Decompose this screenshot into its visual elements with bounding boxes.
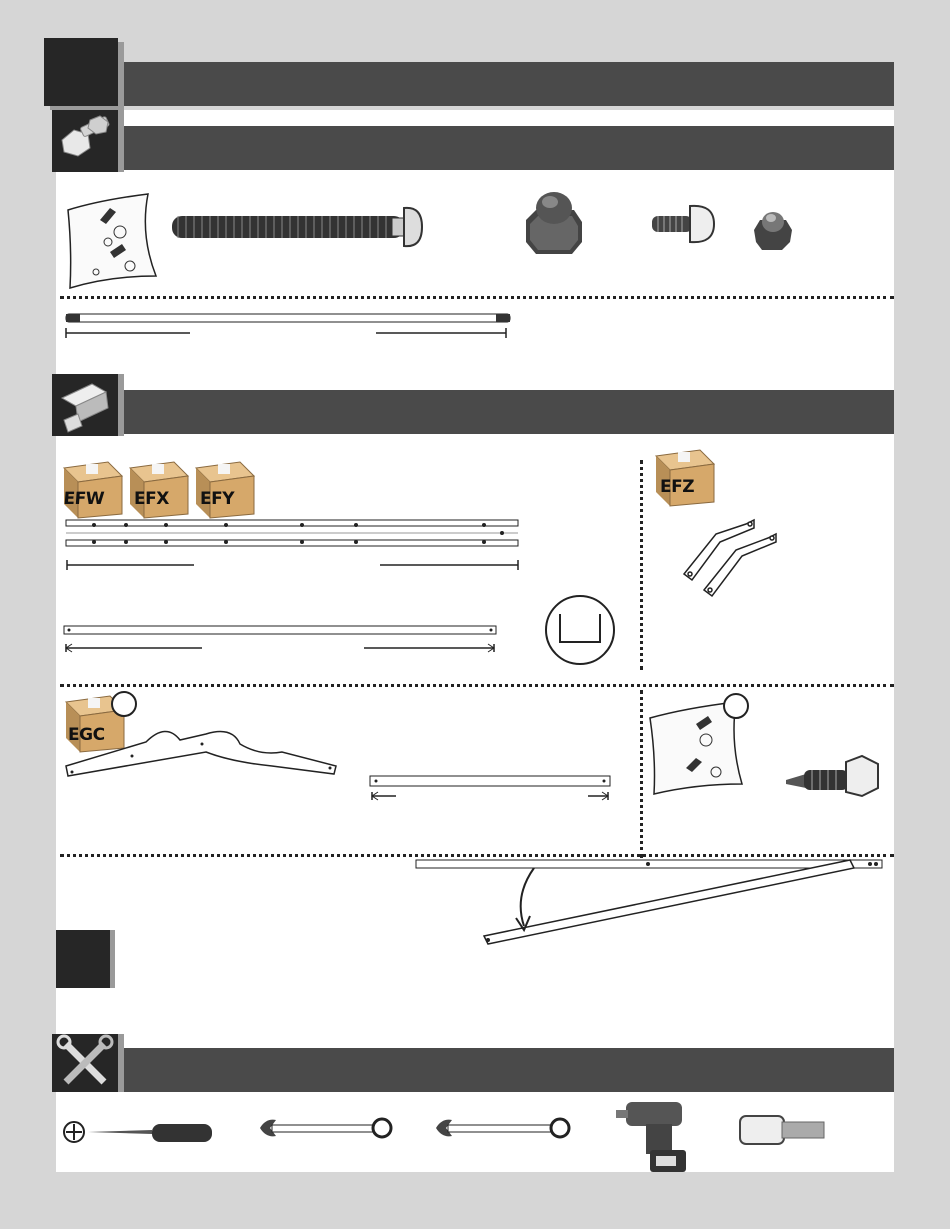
parts-area xyxy=(56,434,894,854)
channel-profile-icon xyxy=(546,596,614,664)
step-title-bar xyxy=(124,62,894,106)
bolt-nut-icon xyxy=(52,110,118,172)
carton-efw-icon xyxy=(63,462,122,518)
cordless-drill-icon xyxy=(616,1102,686,1172)
wrench-icon xyxy=(260,1119,391,1137)
tools-row xyxy=(56,1094,894,1172)
carton-efz-icon xyxy=(656,450,714,506)
flat-strip-icon xyxy=(64,626,496,652)
tools-icon-box xyxy=(52,1034,118,1092)
small-cap-nut-icon xyxy=(754,212,792,250)
wrench-icon xyxy=(436,1119,569,1137)
short-strip-icon xyxy=(370,776,610,800)
carton-efx-icon xyxy=(130,462,188,518)
hardware-bag-icon xyxy=(68,194,156,288)
cap-nut-icon xyxy=(526,192,582,254)
tools-header-bar xyxy=(124,1048,894,1092)
phillips-screwdriver-icon xyxy=(64,1122,212,1142)
svg-text:EFZ: EFZ xyxy=(660,477,695,497)
parts-icon-box xyxy=(52,374,118,436)
divider xyxy=(60,684,894,687)
long-bolt-icon xyxy=(172,208,422,246)
angle-bracket-icon xyxy=(684,520,776,596)
svg-text:EFW: EFW xyxy=(62,489,105,509)
svg-text:EGC: EGC xyxy=(68,725,105,745)
self-drilling-screw-icon xyxy=(786,756,878,796)
hardware-icon-box xyxy=(52,110,118,172)
quantity-circle xyxy=(112,692,136,716)
channel-rail-icon xyxy=(66,520,518,570)
threaded-rod-icon xyxy=(66,314,510,338)
rail-hinge-illustration xyxy=(410,856,890,956)
socket-bit-icon xyxy=(740,1116,824,1144)
hardware-items xyxy=(60,180,900,350)
short-screw-icon xyxy=(652,206,714,242)
bracket-icon xyxy=(52,374,118,436)
divider xyxy=(640,460,643,670)
step-number-box xyxy=(44,38,118,106)
divider xyxy=(60,296,894,299)
wrench-screwdriver-icon xyxy=(52,1034,118,1092)
substep-number-box xyxy=(56,930,110,988)
divider xyxy=(640,690,643,858)
quantity-circle xyxy=(724,694,748,718)
carton-efy-icon xyxy=(196,462,254,518)
svg-text:EFX: EFX xyxy=(134,489,169,509)
hardware-header-bar xyxy=(124,126,894,170)
svg-text:EFY: EFY xyxy=(200,489,235,509)
parts-header-bar xyxy=(124,390,894,434)
